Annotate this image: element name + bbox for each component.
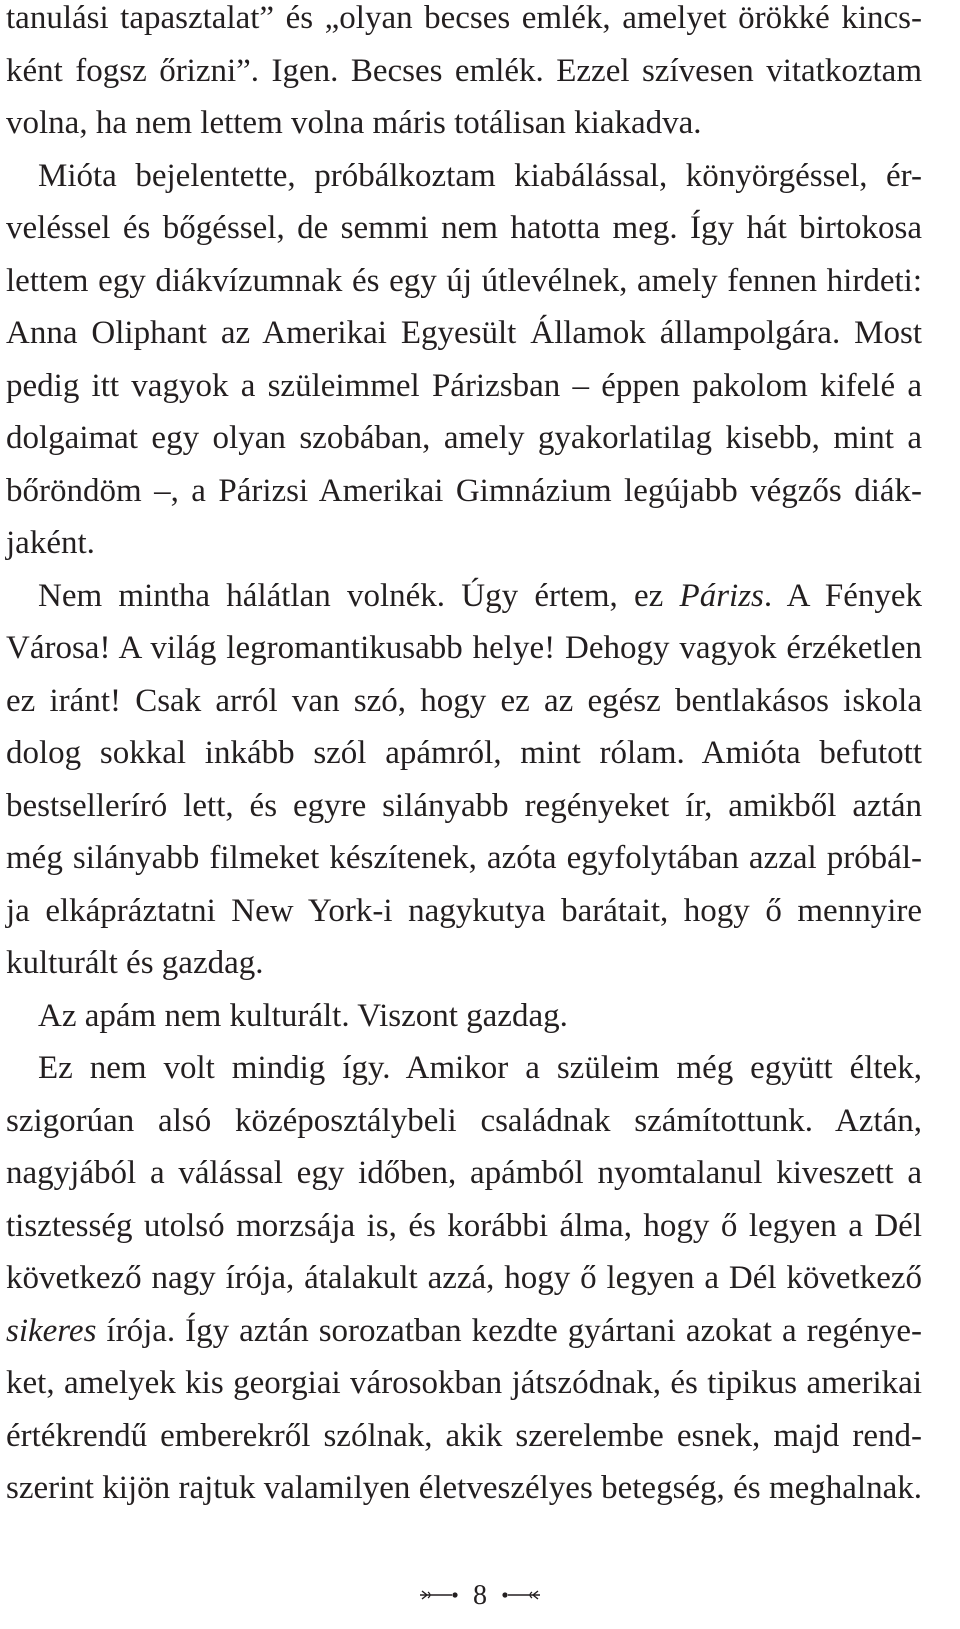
text-line [6, 1042, 922, 1095]
text-run: lettem egy diákvízumnak és egy új útlevélnek, amely fennen hirdeti: [6, 262, 922, 299]
text-run: szigorúan alsó középosztálybeli családnak számítottunk. Aztán, [6, 1102, 922, 1139]
text-line [6, 622, 922, 675]
italic-text: Párizs [679, 577, 764, 614]
text-run: ja elkápráztatni New York-i nagykutya barátait, hogy ő mennyire [6, 892, 922, 929]
text-line [6, 1252, 922, 1305]
text-line [6, 727, 922, 780]
text-line [6, 150, 922, 203]
text-line [6, 780, 922, 833]
text-line [6, 1410, 922, 1463]
text-run: veléssel és bőgéssel, de semmi nem hatotta meg. Így hát birtokosa [6, 210, 922, 246]
text-run: ként fogsz őrizni”. Igen. Becses emlék. Ezzel szívesen vitatkoztam [6, 52, 922, 89]
text-run: dolog sokkal inkább szól apámról, mint rólam. Amióta befutott [6, 735, 922, 771]
text-run: pedig itt vagyok a szüleimmel Párizsban – éppen pakolom kifelé a [6, 367, 922, 404]
text-line [6, 307, 922, 360]
text-run: szerint kijön rajtuk valamilyen életveszélyes betegség, és meghalnak. [6, 1470, 922, 1506]
text-line [6, 360, 922, 413]
text-line [6, 1305, 922, 1358]
text-run: nagyjából a válással egy időben, apámból nyomtalanul kiveszett a [6, 1155, 922, 1191]
page-number: 8 [473, 1580, 487, 1611]
text-line [6, 255, 922, 308]
italic-text: sikeres [6, 1312, 97, 1349]
text-line [6, 1147, 922, 1200]
text-line [6, 675, 922, 728]
text-line [6, 45, 922, 98]
text-run: Az apám nem kulturált. Viszont gazdag. [38, 997, 568, 1034]
text-line [6, 832, 922, 885]
text-run: bestselleríró lett, és egyre silányabb regényeket ír, amikből aztán [6, 787, 922, 824]
text-line [6, 1357, 922, 1410]
text-line [6, 1095, 922, 1148]
text-line [6, 465, 922, 518]
text-run: következő nagy írója, átalakult azzá, hogy ő legyen a Dél következő [6, 1260, 922, 1296]
text-line [6, 517, 922, 570]
text-run: Városa! A világ legromantikusabb helye! Dehogy vagyok érzéketlen [6, 630, 922, 666]
text-run: tanulási tapasztalat” és „olyan becses emlék, amelyet örökké kincs- [6, 0, 922, 36]
text-line [6, 412, 922, 465]
text-run: dolgaimat egy olyan szobában, amely gyakorlatilag kisebb, mint a [6, 420, 922, 456]
text-line [6, 97, 922, 150]
text-run: ez iránt! Csak arról van szó, hogy ez az egész bentlakásos iskola [6, 682, 922, 719]
text-run: bőröndöm –, a Párizsi Amerikai Gimnázium legújabb végzős diák- [6, 472, 922, 509]
ornament-right-icon [500, 1589, 542, 1601]
text-line [6, 1462, 922, 1515]
text-run: értékrendű emberekről szólnak, akik szerelembe esnek, majd rend- [6, 1417, 922, 1454]
text-run: . A Fények [763, 577, 922, 614]
text-line [6, 202, 922, 255]
text-run: Nem mintha hálátlan volnék. Úgy értem, ez [38, 577, 680, 614]
text-line [6, 0, 922, 45]
text-line [6, 1200, 922, 1253]
text-run: még silányabb filmeket készítenek, azóta egyfolytában azzal próbál- [6, 840, 922, 876]
text-line [6, 990, 922, 1043]
text-run: Mióta bejelentette, próbálkoztam kiabálással, könyörgéssel, ér- [38, 157, 922, 194]
text-run: kulturált és gazdag. [6, 945, 264, 981]
text-run: írója. Így aztán sorozatban kezdte gyártani azokat a regénye- [96, 1312, 922, 1349]
ornament-left-icon [418, 1589, 460, 1601]
text-line [6, 937, 922, 990]
folio [0, 1580, 960, 1612]
text-run: Anna Oliphant az Amerikai Egyesült Államok állampolgára. Most [6, 315, 922, 351]
text-line [6, 570, 922, 623]
text-run: jaként. [6, 525, 95, 561]
text-line [6, 885, 922, 938]
text-run: ket, amelyek kis georgiai városokban játszódnak, és tipikus amerikai [6, 1365, 922, 1401]
body-text [6, 0, 922, 1515]
text-run: Ez nem volt mindig így. Amikor a szüleim még együtt éltek, [38, 1050, 922, 1086]
text-run: volna, ha nem lettem volna máris totálisan kiakadva. [6, 105, 702, 141]
text-run: tisztesség utolsó morzsája is, és korábbi álma, hogy ő legyen a Dél [6, 1207, 922, 1244]
